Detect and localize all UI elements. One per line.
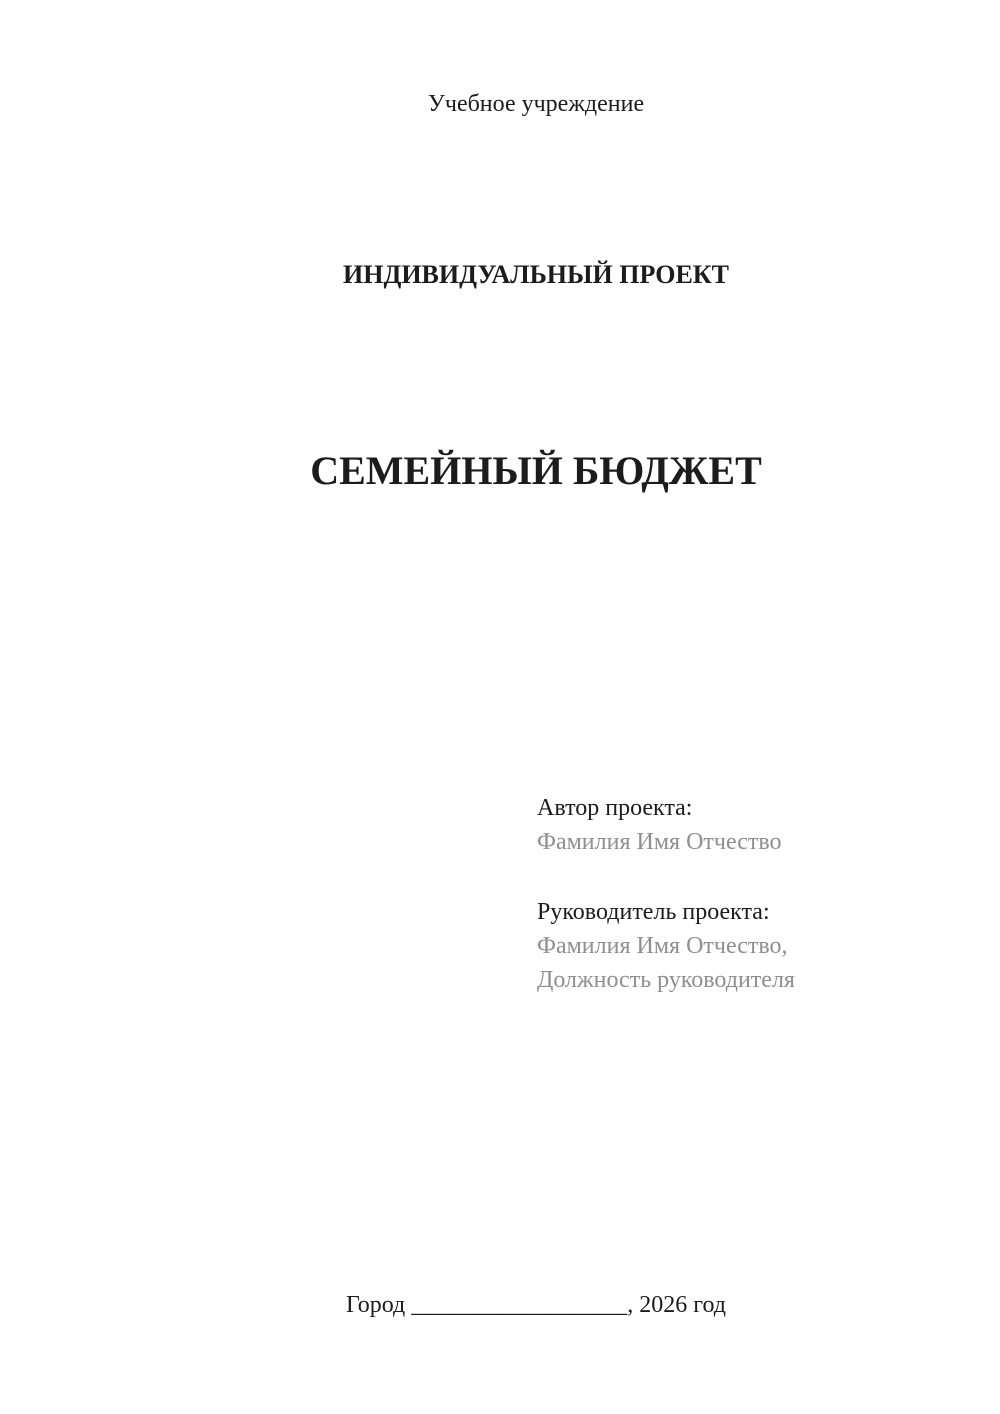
- institution-line: Учебное учреждение: [427, 91, 645, 117]
- supervisor-position-placeholder: Должность руководителя: [537, 967, 795, 993]
- credits-block: [537, 791, 795, 997]
- supervisor-name-placeholder: Фамилия Имя Отчество,: [537, 933, 788, 959]
- author-label: Автор проекта:: [537, 795, 693, 821]
- author-name-placeholder: Фамилия Имя Отчество: [537, 829, 782, 855]
- author-section: [537, 791, 795, 859]
- project-type-heading: ИНДИВИДУАЛЬНЫЙ ПРОЕКТ: [343, 260, 729, 289]
- city-year-line: Город __________________, 2026 год: [345, 1292, 727, 1318]
- supervisor-label: Руководитель проекта:: [537, 899, 770, 925]
- project-title: СЕМЕЙНЫЙ БЮДЖЕТ: [310, 448, 762, 493]
- supervisor-section: [537, 895, 795, 997]
